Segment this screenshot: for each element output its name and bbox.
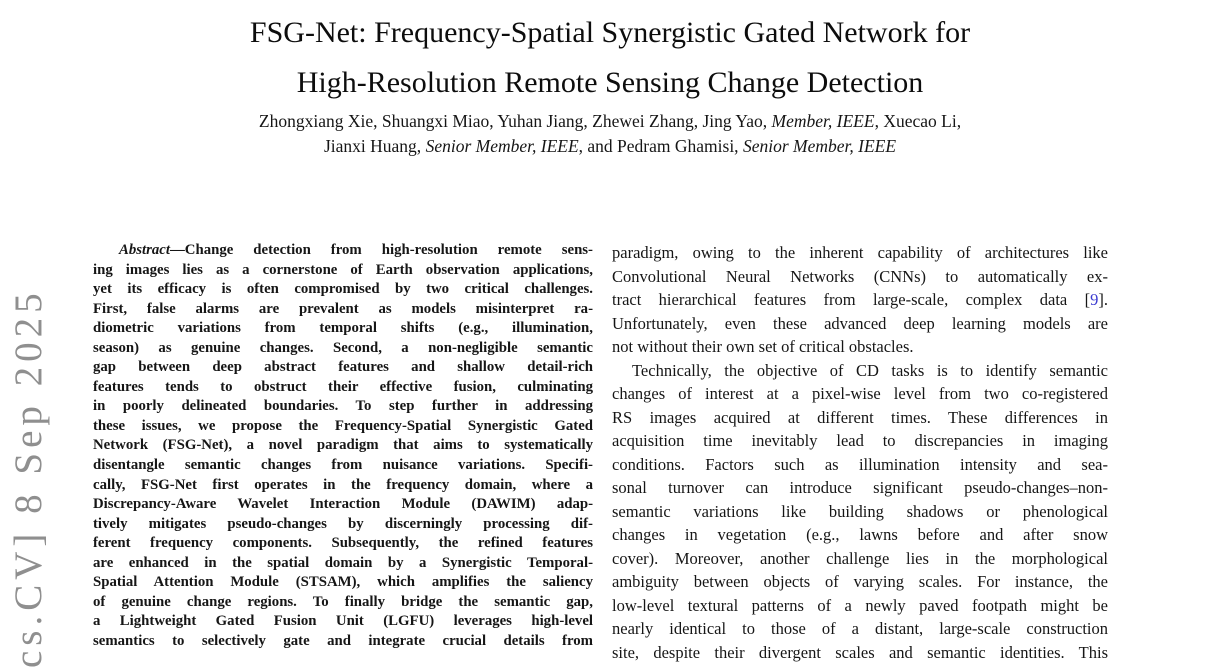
- text-segment: low-level textural patterns of a newly paved footpath might be: [612, 595, 1108, 615]
- text-line: [93, 300, 593, 320]
- text-segment: these issues, we propose the Frequency-Spatial Synergistic Gated: [93, 417, 593, 434]
- text-line: [93, 319, 593, 339]
- text-line: [612, 500, 1108, 524]
- text-line: [93, 397, 593, 417]
- text-segment: gap between deep abstract features and shallow detail-rich: [93, 359, 593, 376]
- text-segment: —Change detection from high-resolution remote sens-: [169, 242, 593, 258]
- text-line: [93, 554, 593, 574]
- text-segment: First, false alarms are prevalent as models misinterpret ra-: [93, 300, 593, 317]
- text-segment: Discrepancy-Aware Wavelet Interaction Module (DAWIM) adap-: [93, 496, 593, 513]
- text-segment: tract hierarchical features from large-scale, complex data [: [612, 290, 1091, 309]
- text-segment: conditions. Factors such as illumination intensity and sea-: [612, 454, 1108, 474]
- text-segment: Technically, the objective of CD tasks is to identify semantic: [632, 360, 1108, 380]
- text-segment: Senior Member, IEEE: [742, 136, 897, 156]
- text-line: [93, 436, 593, 456]
- text-segment: cover). Moreover, another challenge lies in the morphological: [612, 548, 1108, 568]
- text-line: [93, 593, 593, 613]
- text-segment: , Xuecao Li,: [874, 111, 962, 131]
- text-segment: paradigm, owing to the inherent capability of architectures like: [612, 243, 1108, 262]
- text-segment: ].: [1098, 290, 1108, 309]
- text-segment: changes in vegetation (e.g., lawns before and after snow: [612, 525, 1108, 544]
- text-segment: Jianxi Huang,: [323, 136, 426, 156]
- text-segment: acquisition time inevitably lead to discrepancies in imaging: [612, 431, 1108, 450]
- paper-title-line1: FSG-Net: Frequency-Spatial Synergistic Gated Network for: [249, 16, 971, 49]
- text-line: [93, 534, 593, 554]
- text-segment: Unfortunately, even these advanced deep learning models are: [612, 313, 1108, 333]
- text-line: [612, 617, 1108, 641]
- text-segment: in poorly delineated boundaries. To step further in addressing: [93, 398, 593, 415]
- text-segment: semantics to selectively gate and integrate crucial details from: [93, 632, 593, 649]
- text-line: [93, 632, 593, 652]
- text-segment: features tends to obstruct their effective fusion, culminating: [93, 378, 593, 395]
- text-segment: ing images lies as a cornerstone of Earth observation applications,: [93, 261, 593, 278]
- text-line: [93, 476, 593, 496]
- text-line: [93, 417, 593, 437]
- text-line: [93, 495, 593, 515]
- paper-title-line2: High-Resolution Remote Sensing Change Detection: [296, 66, 924, 99]
- text-segment: not without their own set of critical obstacles.: [612, 337, 914, 356]
- arxiv-watermark: cs.CV] 8 Sep 2025: [7, 288, 50, 668]
- text-segment: cally, FSG-Net first operates in the frequency domain, where a: [93, 476, 593, 493]
- text-segment: Member, IEEE: [771, 111, 875, 131]
- text-segment: ambiguity between objects of varying scales. For instance, the: [612, 572, 1108, 591]
- text-segment: nearly identical to those of a distant, large-scale construction: [612, 619, 1108, 638]
- text-line: [93, 241, 593, 261]
- text-segment: ferent frequency components. Subsequently, the refined features: [93, 535, 593, 552]
- text-segment: disentangle semantic changes from nuisance variations. Specifi-: [93, 457, 593, 474]
- author-list: [10, 109, 1210, 159]
- text-line: [612, 547, 1108, 571]
- text-line: [93, 261, 593, 281]
- text-line: [93, 358, 593, 378]
- text-segment: site, despite their divergent scales and semantic identities. This: [612, 642, 1108, 662]
- text-line: [612, 382, 1108, 406]
- author-line-1: [10, 109, 1210, 134]
- text-line: [612, 429, 1108, 453]
- text-line: [93, 456, 593, 476]
- text-line: [93, 573, 593, 593]
- text-line: [612, 570, 1108, 594]
- text-segment: season) as genuine changes. Second, a non-negligible semantic: [93, 339, 593, 356]
- text-segment: diometric variations from temporal shifts (e.g., illumination,: [93, 320, 593, 337]
- text-line: [612, 641, 1108, 665]
- text-line: [612, 523, 1108, 547]
- text-segment: sonal turnover can introduce significant pseudo-changes–non-: [612, 478, 1108, 497]
- text-segment: a Lightweight Gated Fusion Unit (LGFU) leverages high-level: [93, 613, 593, 630]
- text-line: [612, 476, 1108, 500]
- text-segment: semantic variations like building shadows or phenological: [612, 501, 1108, 521]
- text-segment: of genuine change regions. To finally bridge the semantic gap,: [93, 593, 593, 610]
- text-segment: are enhanced in the spatial domain by a Synergistic Temporal-: [93, 554, 593, 571]
- text-segment: Senior Member, IEEE: [425, 136, 579, 156]
- text-segment: tively mitigates pseudo-changes by discerningly processing dif-: [93, 515, 593, 532]
- text-line: [612, 312, 1108, 336]
- introduction-column: [612, 241, 1108, 664]
- text-segment: Network (FSG-Net), a novel paradigm that aims to systematically: [93, 437, 593, 454]
- text-segment: Zhongxiang Xie, Shuangxi Miao, Yuhan Jiang, Zhewei Zhang, Jing Yao,: [258, 111, 772, 131]
- text-segment: Convolutional Neural Networks (CNNs) to automatically ex-: [612, 266, 1108, 286]
- text-line: [93, 515, 593, 535]
- text-segment: RS images acquired at different times. These differences in: [612, 407, 1108, 427]
- abstract-column: [93, 241, 593, 651]
- text-line: [612, 241, 1108, 265]
- citation-link[interactable]: 9: [1090, 290, 1099, 309]
- text-line: [612, 594, 1108, 618]
- text-line: [93, 339, 593, 359]
- text-line: [612, 453, 1108, 477]
- text-line: [612, 265, 1108, 289]
- paper-title: [10, 8, 1210, 108]
- text-line: [612, 288, 1108, 312]
- text-line: [612, 406, 1108, 430]
- text-line: [93, 378, 593, 398]
- text-segment: yet its efficacy is often compromised by two critical challenges.: [93, 281, 593, 298]
- text-segment: changes of interest at a pixel-wise level from two co-registered: [612, 384, 1108, 403]
- text-segment: , and Pedram Ghamisi,: [578, 136, 743, 156]
- author-line-2: [10, 134, 1210, 159]
- text-segment: Spatial Attention Module (STSAM), which amplifies the saliency: [93, 574, 593, 591]
- text-segment: Abstract: [119, 242, 170, 258]
- text-line: [93, 612, 593, 632]
- text-line: [93, 280, 593, 300]
- text-line: [612, 335, 1108, 359]
- text-line: [612, 359, 1108, 383]
